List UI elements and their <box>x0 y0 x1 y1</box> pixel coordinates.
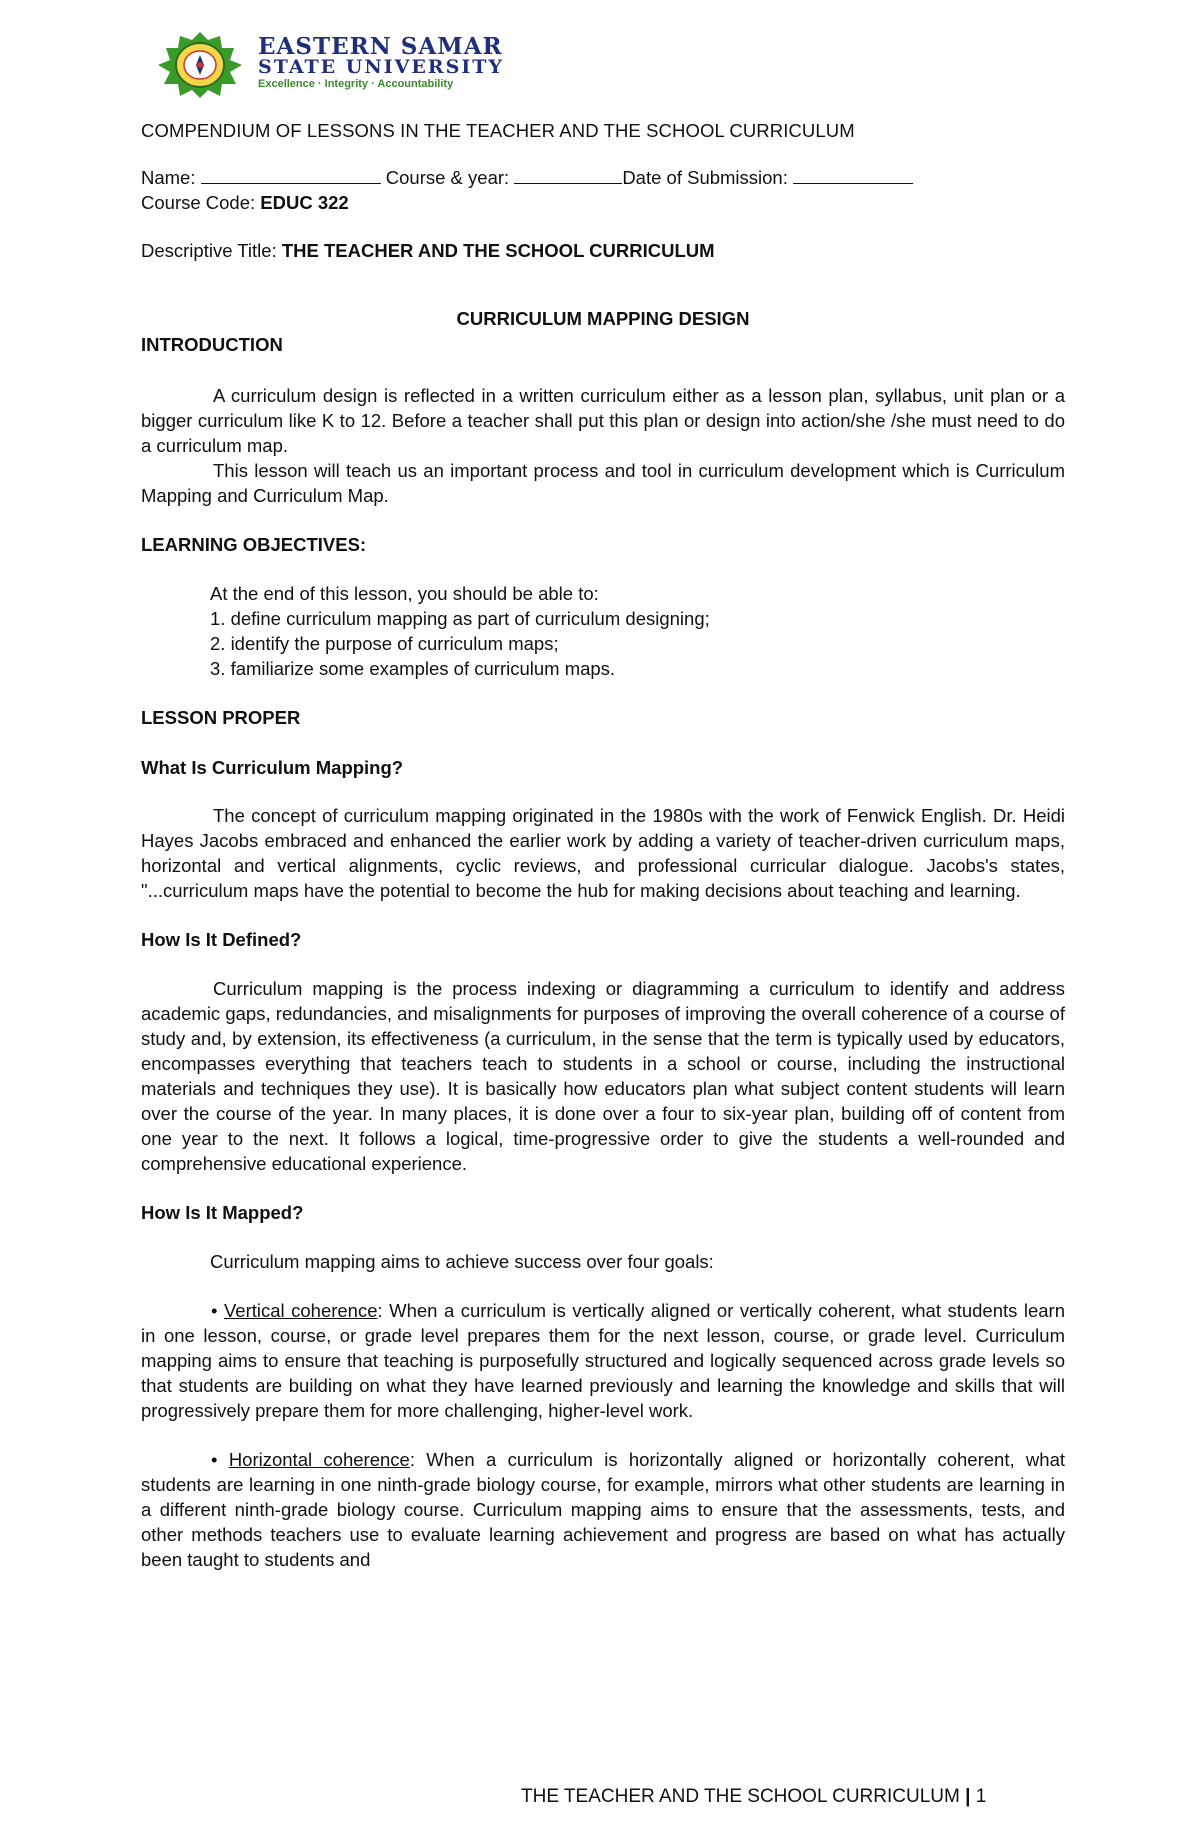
defined-heading: How Is It Defined? <box>141 929 302 950</box>
what-heading: What Is Curriculum Mapping? <box>141 757 404 778</box>
course-code-line <box>141 190 1065 215</box>
descriptive-title-value: THE TEACHER AND THE SCHOOL CURRICULUM <box>281 240 715 261</box>
objectives-list <box>210 606 1065 681</box>
introduction-paragraph-2: This lesson will teach us an important process and tool in curriculum development which is Curriculum Mapping and Curriculum Map. <box>141 460 1065 506</box>
objective-item: 3. familiarize some examples of curriculum maps. <box>210 658 616 679</box>
bullet-horizontal-coherence <box>141 1447 1065 1572</box>
bullet-term: Horizontal coherence <box>228 1449 410 1470</box>
bullet-term: Vertical coherence <box>223 1300 378 1321</box>
introduction-paragraph-1: A curriculum design is reflected in a written curriculum either as a lesson plan, syllabus, unit plan or a bigger curriculum like K to 12. Before a teacher shall put this plan or design into action/she /she must need to do a curriculum map. <box>141 385 1065 456</box>
course-code-label: Course Code: <box>141 192 256 213</box>
objectives-lead: At the end of this lesson, you should be able to: <box>210 583 599 604</box>
objectives-heading: LEARNING OBJECTIVES: <box>141 534 367 555</box>
university-logo <box>150 30 750 100</box>
descriptive-title-line <box>141 238 1065 263</box>
objective-item: 2. identify the purpose of curriculum maps; <box>210 633 559 654</box>
course-year-label: Course & year: <box>385 167 510 188</box>
lesson-proper-heading: LESSON PROPER <box>141 707 301 728</box>
footer-text: THE TEACHER AND THE SCHOOL CURRICULUM <box>521 1786 960 1807</box>
page-footer <box>521 1786 1061 1808</box>
introduction-heading: INTRODUCTION <box>141 334 283 355</box>
course-code-value: EDUC 322 <box>260 192 349 213</box>
date-label: Date of Submission: <box>622 167 788 188</box>
university-name: EASTERN SAMAR <box>258 33 503 60</box>
page-number: 1 <box>975 1786 987 1807</box>
bullet-text: : When a curriculum is horizontally aligned or horizontally coherent, what students are learning in one ninth-grade biology course, for example, mirrors what other students are learning in a different ninth-grade biology course. Curriculum mapping aims to ensure that the assessments, tests, and other methods teachers use to evaluate learning achievement and progress are based on what has actually been taught to students and <box>141 1449 1065 1570</box>
bullet-text: : When a curriculum is vertically aligned or vertically coherent, what students learn in one lesson, course, or grade level prepares them for the next lesson, course, or grade level. Curriculum mapping aims to ensure that teaching is purposefully structured and logically sequenced across grade levels so that students are building on what they have learned previously and learning the knowledge and skills that will progressively prepare them for more challenging, higher-level work. <box>141 1300 1066 1421</box>
lesson-title: CURRICULUM MAPPING DESIGN <box>456 308 750 329</box>
footer-separator: | <box>965 1786 971 1807</box>
info-line <box>141 165 1065 190</box>
university-seal-icon <box>150 30 250 100</box>
document-body <box>141 118 1065 1572</box>
what-paragraph: The concept of curriculum mapping originated in the 1980s with the work of Fenwick English. Dr. Heidi Hayes Jacobs embraced and enhanced the earlier work by adding a variety of teacher-driven curriculum maps, horizontal and vertical alignments, cyclic reviews, and professional curricular dialogue. Jacobs's states, "...curriculum maps have the potential to become the hub for making decisions about teaching and learning. <box>141 805 1065 901</box>
course-year-blank <box>514 165 622 184</box>
date-blank <box>793 165 913 184</box>
university-motto: Excellence · Integrity · Accountability <box>258 78 454 90</box>
university-subtitle: STATE UNIVERSITY <box>258 56 504 78</box>
defined-paragraph: Curriculum mapping is the process indexing or diagramming a curriculum to identify and address academic gaps, redundancies, and misalignments for purposes of improving the overall coherence of a course of study and, by extension, its effectiveness (a curriculum, in the sense that the term is typically used by educators, encompasses everything that teachers teach to students in a school or course, including the instructional materials and techniques they use). It is basically how educators plan what subject content students will learn over the course of the year. In many places, it is done over a four to six-year plan, building off of content from one year to the next. It follows a logical, time-progressive order to give the students a well-rounded and comprehensive educational experience. <box>141 978 1065 1174</box>
mapped-lead: Curriculum mapping aims to achieve success over four goals: <box>210 1251 714 1272</box>
bullet-icon: • <box>211 1449 218 1470</box>
descriptive-title-label: Descriptive Title: <box>141 240 277 261</box>
mapped-heading: How Is It Mapped? <box>141 1202 304 1223</box>
objective-item: 1. define curriculum mapping as part of curriculum designing; <box>210 608 710 629</box>
bullet-icon: • <box>211 1300 218 1321</box>
name-blank <box>201 165 381 184</box>
bullet-vertical-coherence <box>141 1298 1065 1423</box>
name-label: Name: <box>141 167 196 188</box>
document-title: COMPENDIUM OF LESSONS IN THE TEACHER AND THE SCHOOL CURRICULUM <box>141 120 855 141</box>
